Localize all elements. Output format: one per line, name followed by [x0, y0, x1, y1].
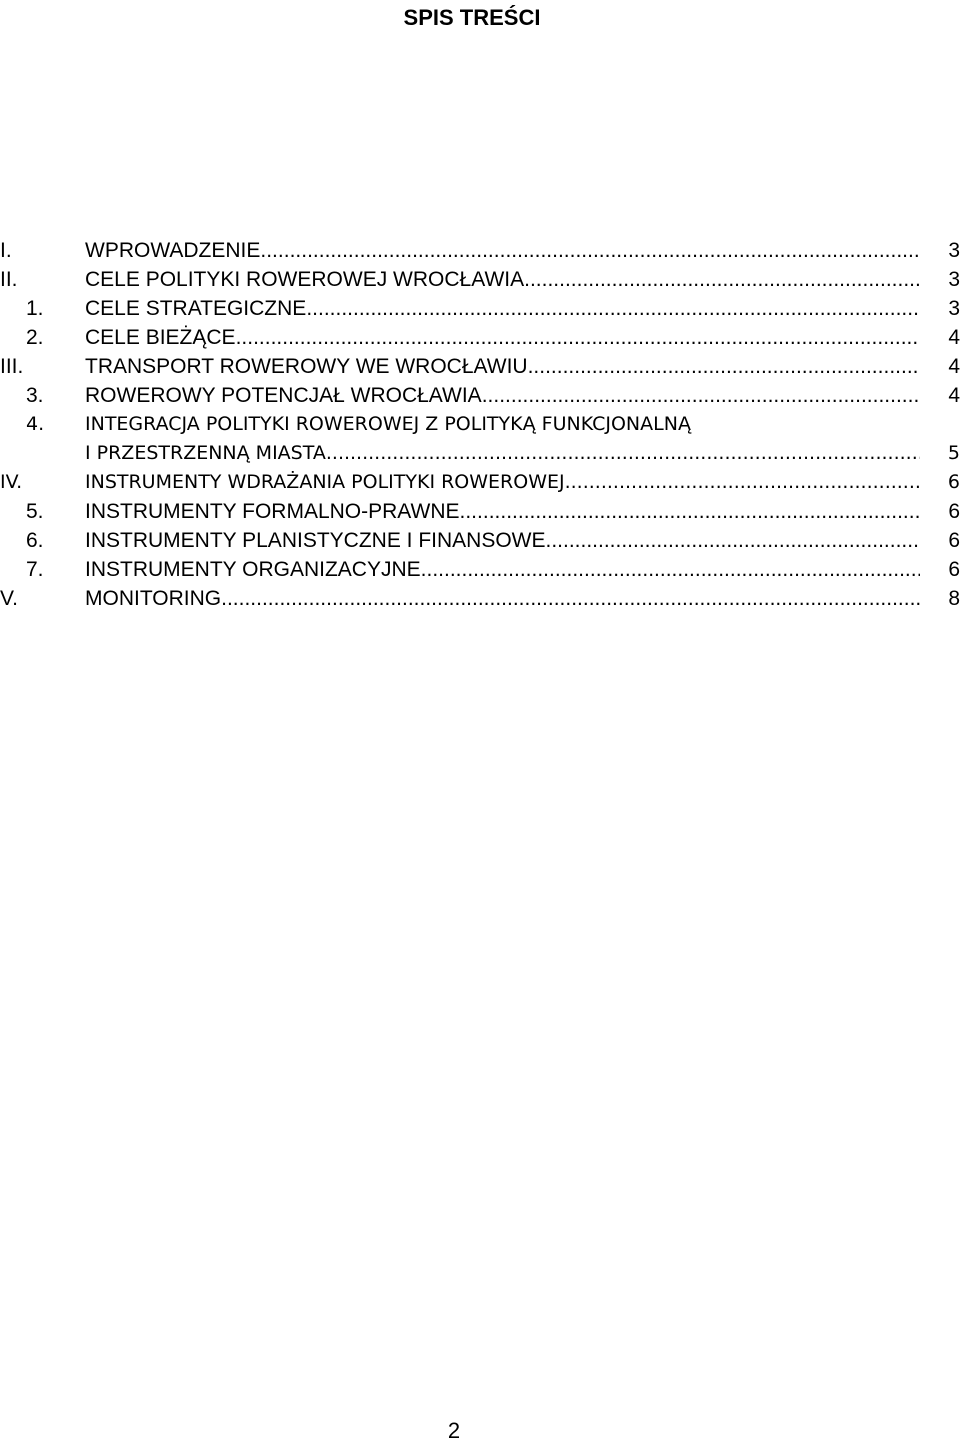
- toc-entry[interactable]: [0, 265, 960, 294]
- toc-entry[interactable]: [0, 555, 960, 584]
- toc-leader-dots: [528, 352, 920, 381]
- toc-leader-dots: [460, 497, 920, 526]
- toc-entry[interactable]: [0, 526, 960, 555]
- toc-leader-dots: [306, 294, 920, 323]
- toc-entry-number: 6.: [26, 529, 44, 552]
- toc-entry-number: III.: [0, 355, 24, 378]
- toc-entry-continuation[interactable]: [0, 439, 960, 468]
- toc-entry-page: 6: [948, 529, 960, 552]
- toc-entry[interactable]: [0, 323, 960, 352]
- toc-entry[interactable]: [0, 497, 960, 526]
- toc-entry[interactable]: [0, 294, 960, 323]
- toc-entry-title: TRANSPORT ROWEROWY WE WROCŁAWIU: [85, 355, 528, 378]
- table-of-contents: [0, 236, 960, 613]
- toc-entry-number: 1.: [26, 297, 44, 320]
- toc-entry-page: 6: [947, 471, 960, 493]
- toc-entry-page: 3: [948, 268, 960, 291]
- toc-entry[interactable]: [0, 410, 960, 439]
- toc-entry-title: MONITORING: [85, 587, 222, 610]
- toc-entry-page: 4: [948, 355, 960, 378]
- toc-entry-title: INSTRUMENTY WDRAŻANIA POLITYKI ROWEROWEJ: [85, 471, 565, 493]
- toc-entry-title: INSTRUMENTY FORMALNO-PRAWNE: [85, 500, 460, 523]
- toc-entry[interactable]: [0, 381, 960, 410]
- toc-entry-title: INSTRUMENTY ORGANIZACYJNE: [85, 558, 421, 581]
- toc-entry-page: 4: [948, 326, 960, 349]
- toc-entry-page: 6: [948, 558, 960, 581]
- toc-leader-dots: [326, 439, 920, 468]
- toc-entry[interactable]: [0, 352, 960, 381]
- toc-entry-page: 3: [948, 297, 960, 320]
- toc-entry-page: 4: [948, 384, 960, 407]
- toc-entry-number: 5.: [26, 500, 44, 523]
- toc-leader-dots: [236, 323, 920, 352]
- toc-leader-dots: [565, 468, 920, 497]
- toc-leader-dots: [260, 236, 920, 265]
- toc-entry-title: ROWEROWY POTENCJAŁ WROCŁAWIA: [85, 384, 482, 407]
- toc-entry-page: 8: [948, 587, 960, 610]
- toc-entry-page: 3: [948, 239, 960, 262]
- toc-entry-page: 5: [947, 442, 960, 464]
- toc-entry-title: WPROWADZENIE: [85, 239, 261, 262]
- toc-entry[interactable]: [0, 468, 960, 497]
- toc-entry[interactable]: [0, 584, 960, 613]
- toc-leader-dots: [524, 265, 920, 294]
- page-title: SPIS TREŚCI: [403, 5, 541, 30]
- toc-entry-title: CELE BIEŻĄCE: [85, 326, 236, 349]
- toc-entry-number: II.: [0, 268, 18, 291]
- toc-leader-dots: [421, 555, 920, 584]
- toc-entry-number: 2.: [26, 326, 44, 349]
- toc-entry-number: 7.: [26, 558, 44, 581]
- toc-leader-dots: [546, 526, 921, 555]
- page-number: 2: [447, 1418, 461, 1443]
- toc-entry-number: I.: [0, 239, 12, 262]
- toc-entry-title: CELE POLITYKI ROWEROWEJ WROCŁAWIA: [85, 268, 525, 291]
- toc-entry-title: INSTRUMENTY PLANISTYCZNE I FINANSOWE: [85, 529, 546, 552]
- toc-entry-number: IV.: [0, 471, 23, 493]
- toc-leader-dots: [221, 584, 920, 613]
- toc-entry-number: V.: [0, 587, 18, 610]
- toc-entry[interactable]: [0, 236, 960, 265]
- toc-entry-title: INTEGRACJA POLITYKI ROWEROWEJ Z POLITYKĄ FUNKCJONALNĄ: [85, 413, 691, 435]
- toc-entry-number: 4.: [26, 413, 45, 435]
- toc-entry-title-continuation: I PRZESTRZENNĄ MIASTA: [85, 442, 326, 464]
- toc-entry-title: CELE STRATEGICZNE: [85, 297, 307, 320]
- toc-leader-dots: [482, 381, 920, 410]
- toc-entry-page: 6: [948, 500, 960, 523]
- toc-entry-number: 3.: [26, 384, 44, 407]
